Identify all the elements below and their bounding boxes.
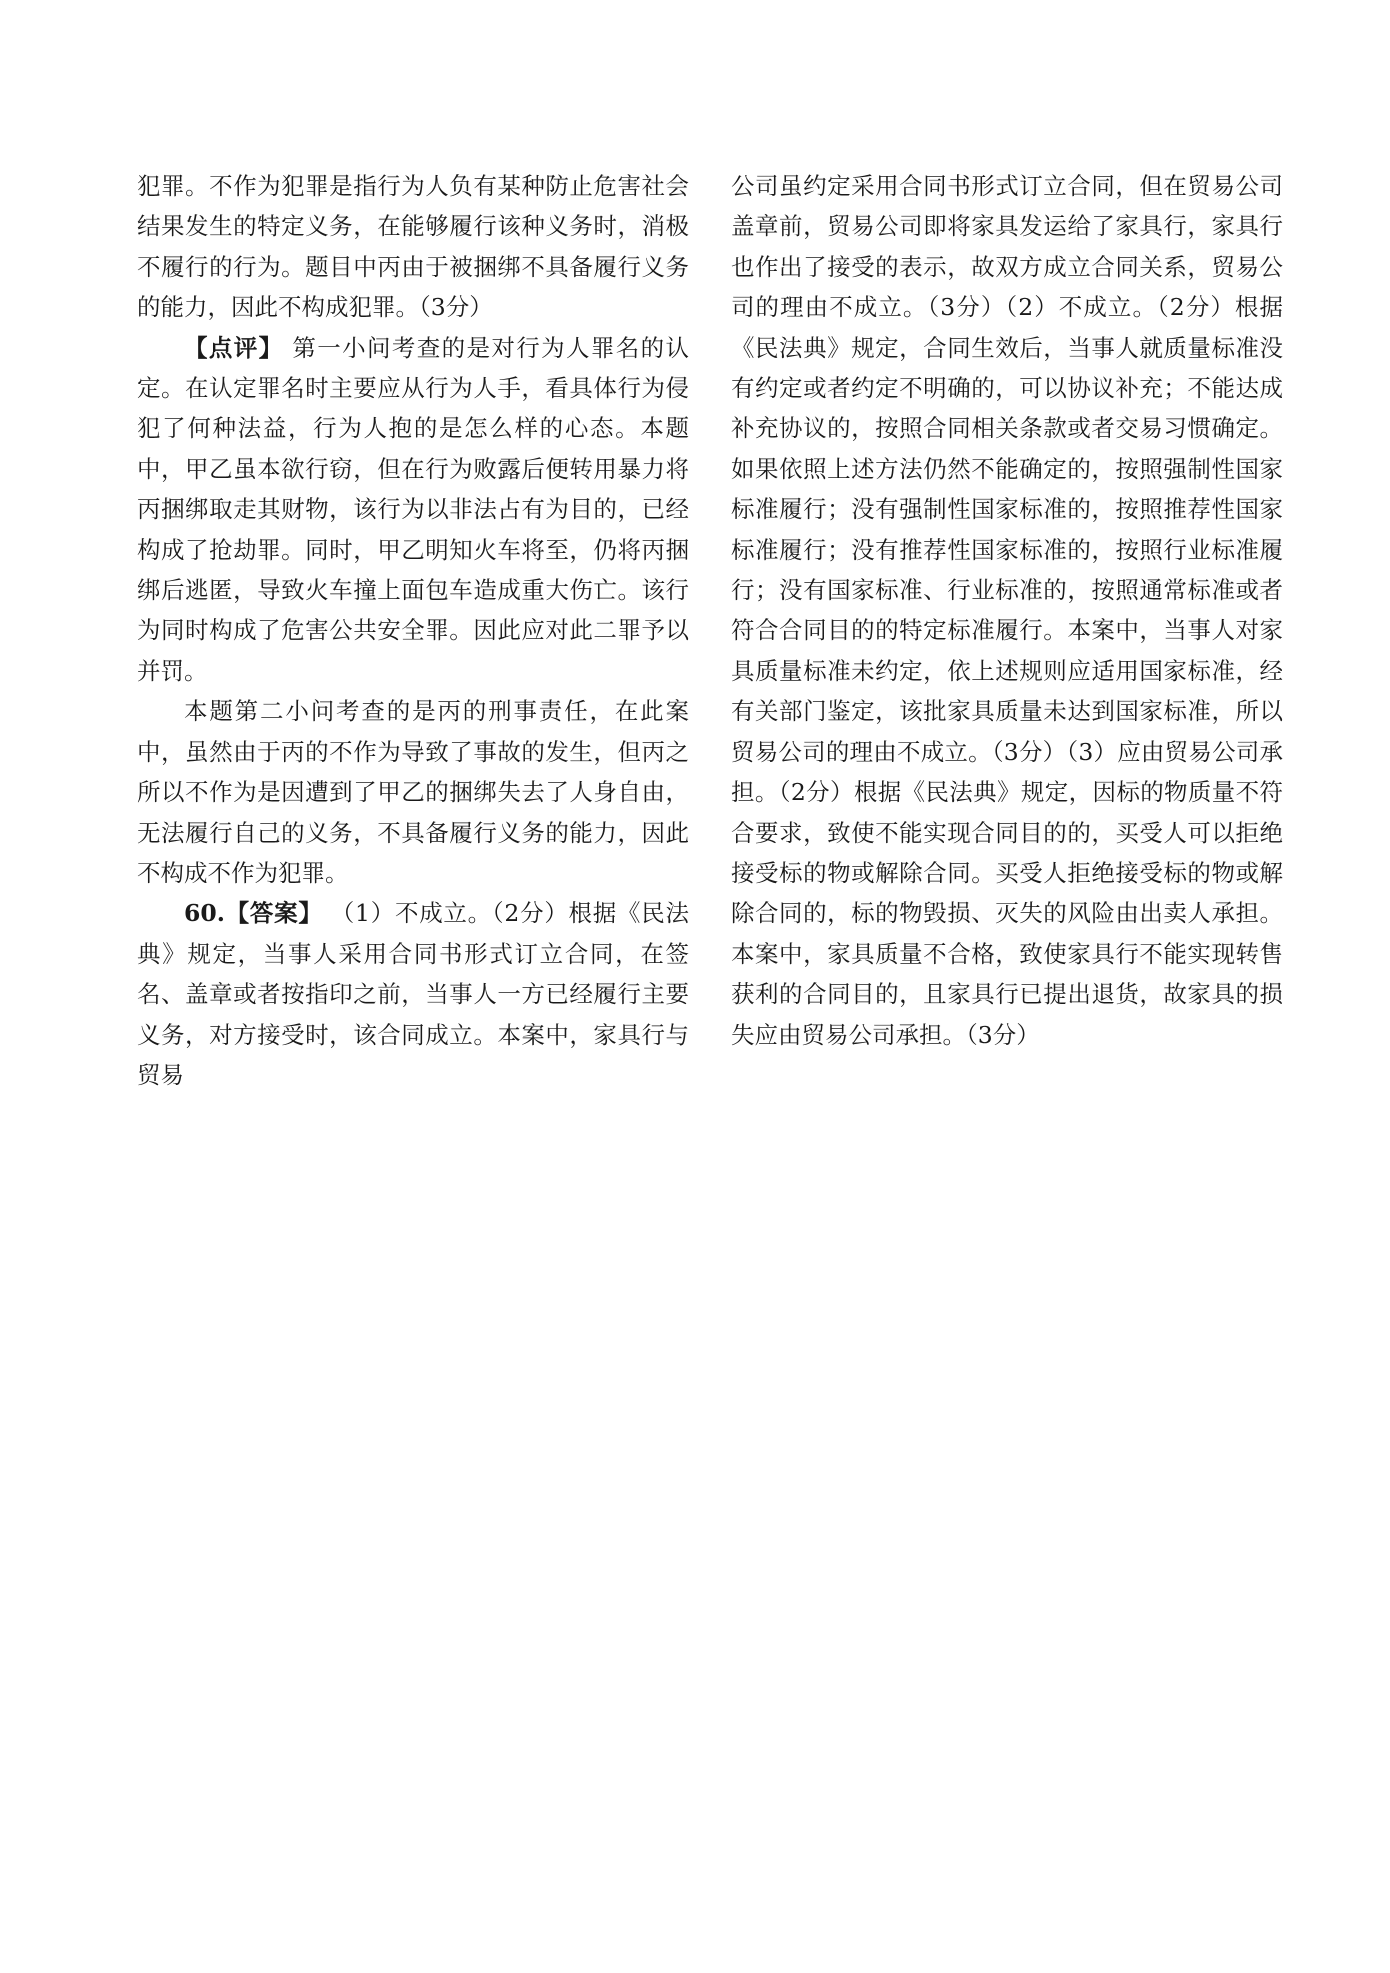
paragraph-commentary (137, 328, 689, 692)
left-column (137, 166, 689, 1095)
answer-label: 60.【答案】 (184, 899, 323, 928)
commentary-text: 第一小问考查的是对行为人罪名的认定。在认定罪名时主要应从行为人手，看具体行为侵犯了何种法益，行为人抱的是怎么样的心态。本题中，甲乙虽本欲行窃，但在行为败露后便转用暴力将丙捆绑取走其财物，该行为以非法占有为目的，已经构成了抢劫罪。同时，甲乙明知火车将至，仍将丙捆绑后逃匿，导致火车撞上面包车造成重大伤亡。该行为同时构成了危害公共安全罪。因此应对此二罪予以并罚。 (137, 333, 690, 685)
paragraph-answer-60-continued: 公司虽约定采用合同书形式订立合同，但在贸易公司盖章前，贸易公司即将家具发运给了家具行，家具行也作出了接受的表示，故双方成立合同关系，贸易公司的理由不成立。（3分）（2）不成立。（2分）根据《民法典》规定，合同生效后，当事人就质量标准没有约定或者约定不明确的，可以协议补充；不能达成补充协议的，按照合同相关条款或者交易习惯确定。如果依照上述方法仍然不能确定的，按照强制性国家标准履行；没有强制性国家标准的，按照推荐性国家标准履行；没有推荐性国家标准的，按照行业标准履行；没有国家标准、行业标准的，按照通常标准或者符合合同目的的特定标准履行。本案中，当事人对家具质量标准未约定，依上述规则应适用国家标准，经有关部门鉴定，该批家具质量未达到国家标准，所以贸易公司的理由不成立。（3分）（3）应由贸易公司承担。（2分）根据《民法典》规定，因标的物质量不符合要求，致使不能实现合同目的的，买受人可以拒绝接受标的物或解除合同。买受人拒绝接受标的物或解除合同的，标的物毁损、灭失的风险由出卖人承担。本案中，家具质量不合格，致使家具行不能实现转售获利的合同目的，且家具行已提出退货，故家具的损失应由贸易公司承担。（3分） (731, 172, 1283, 1049)
right-column (731, 166, 1283, 1055)
paragraph-continuation: 犯罪。不作为犯罪是指行为人负有某种防止危害社会结果发生的特定义务，在能够履行该种义务时，消极不履行的行为。题目中丙由于被捆绑不具备履行义务的能力，因此不构成犯罪。（3分） (137, 172, 689, 322)
paragraph-second-question: 本题第二小问考查的是丙的刑事责任，在此案中，虽然由于丙的不作为导致了事故的发生，但丙之所以不作为是因遭到了甲乙的捆绑失去了人身自由，无法履行自己的义务，不具备履行义务的能力，因此不构成不作为犯罪。 (137, 697, 689, 887)
paragraph-answer-60 (137, 893, 689, 1095)
commentary-label: 【点评】 (184, 333, 284, 362)
answer-text: （1）不成立。（2分）根据《民法典》规定，当事人采用合同书形式订立合同，在签名、盖章或者按指印之前，当事人一方已经履行主要义务，对方接受时，该合同成立。本案中，家具行与贸易 (137, 899, 689, 1089)
